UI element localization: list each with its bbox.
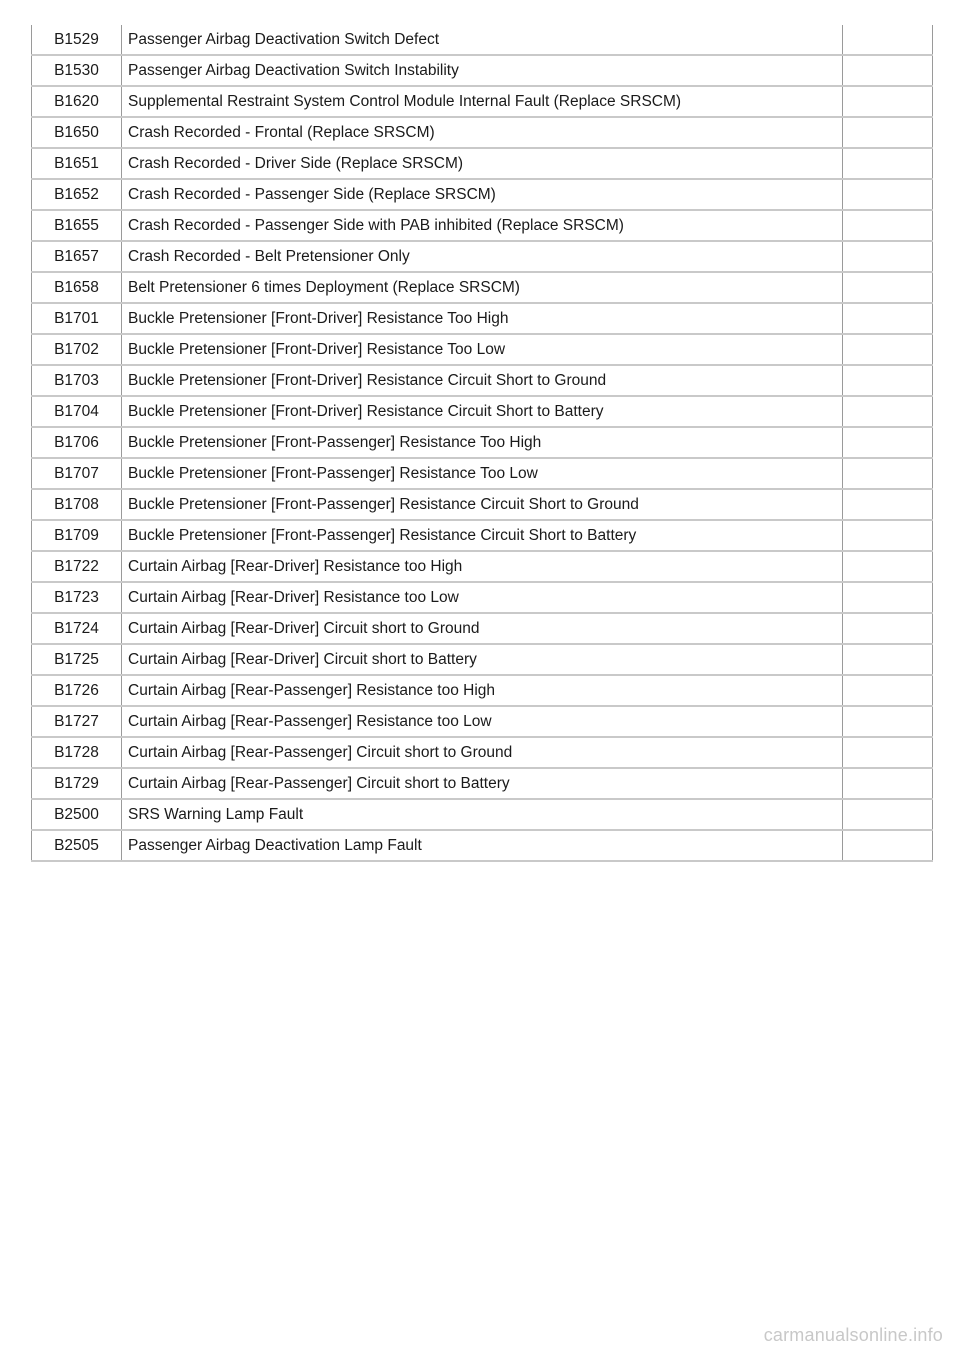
dtc-code-cell: B1655 (32, 210, 122, 241)
table-row (32, 396, 933, 427)
table-row (32, 25, 933, 55)
table-row (32, 799, 933, 830)
empty-cell (843, 551, 933, 582)
dtc-description-cell: Buckle Pretensioner [Front-Driver] Resistance Circuit Short to Battery (122, 396, 843, 427)
empty-cell (843, 272, 933, 303)
empty-cell (843, 365, 933, 396)
table-row (32, 830, 933, 861)
dtc-code-cell: B1723 (32, 582, 122, 613)
empty-cell (843, 489, 933, 520)
table-row (32, 551, 933, 582)
table-row (32, 520, 933, 551)
dtc-code-cell: B2505 (32, 830, 122, 861)
empty-cell (843, 799, 933, 830)
table-row (32, 303, 933, 334)
dtc-table (31, 25, 933, 862)
dtc-description-cell: Passenger Airbag Deactivation Lamp Fault (122, 830, 843, 861)
dtc-description-cell: Buckle Pretensioner [Front-Passenger] Resistance Too High (122, 427, 843, 458)
dtc-description-cell: Crash Recorded - Belt Pretensioner Only (122, 241, 843, 272)
dtc-code-cell: B2500 (32, 799, 122, 830)
table-row (32, 582, 933, 613)
dtc-code-cell: B1658 (32, 272, 122, 303)
dtc-description-cell: Passenger Airbag Deactivation Switch Defect (122, 25, 843, 55)
dtc-code-cell: B1709 (32, 520, 122, 551)
dtc-description-cell: Buckle Pretensioner [Front-Passenger] Resistance Too Low (122, 458, 843, 489)
dtc-code-cell: B1650 (32, 117, 122, 148)
dtc-code-cell: B1620 (32, 86, 122, 117)
dtc-code-cell: B1703 (32, 365, 122, 396)
table-row (32, 365, 933, 396)
dtc-description-cell: Crash Recorded - Passenger Side with PAB inhibited (Replace SRSCM) (122, 210, 843, 241)
dtc-code-cell: B1706 (32, 427, 122, 458)
dtc-description-cell: Curtain Airbag [Rear-Driver] Circuit short to Ground (122, 613, 843, 644)
table-row (32, 613, 933, 644)
empty-cell (843, 520, 933, 551)
watermark: carmanualsonline.info (763, 1325, 943, 1345)
table-row (32, 737, 933, 768)
dtc-code-cell: B1729 (32, 768, 122, 799)
dtc-code-cell: B1651 (32, 148, 122, 179)
empty-cell (843, 303, 933, 334)
empty-cell (843, 396, 933, 427)
dtc-description-cell: Crash Recorded - Passenger Side (Replace SRSCM) (122, 179, 843, 210)
empty-cell (843, 613, 933, 644)
empty-cell (843, 458, 933, 489)
dtc-description-cell: Buckle Pretensioner [Front-Driver] Resistance Too High (122, 303, 843, 334)
table-row (32, 241, 933, 272)
table-row (32, 86, 933, 117)
empty-cell (843, 86, 933, 117)
dtc-description-cell: Buckle Pretensioner [Front-Passenger] Resistance Circuit Short to Ground (122, 489, 843, 520)
dtc-table-body (32, 25, 933, 861)
dtc-description-cell: Curtain Airbag [Rear-Passenger] Circuit short to Battery (122, 768, 843, 799)
table-row (32, 117, 933, 148)
table-row (32, 675, 933, 706)
dtc-description-cell: Buckle Pretensioner [Front-Driver] Resistance Circuit Short to Ground (122, 365, 843, 396)
empty-cell (843, 55, 933, 86)
dtc-description-cell: SRS Warning Lamp Fault (122, 799, 843, 830)
dtc-description-cell: Curtain Airbag [Rear-Passenger] Resistance too Low (122, 706, 843, 737)
dtc-description-cell: Crash Recorded - Driver Side (Replace SRSCM) (122, 148, 843, 179)
table-row (32, 55, 933, 86)
dtc-code-cell: B1726 (32, 675, 122, 706)
table-row (32, 706, 933, 737)
table-row (32, 210, 933, 241)
empty-cell (843, 675, 933, 706)
dtc-description-cell: Curtain Airbag [Rear-Driver] Resistance too Low (122, 582, 843, 613)
empty-cell (843, 737, 933, 768)
dtc-code-cell: B1701 (32, 303, 122, 334)
empty-cell (843, 210, 933, 241)
table-row (32, 272, 933, 303)
dtc-code-cell: B1530 (32, 55, 122, 86)
table-row (32, 644, 933, 675)
dtc-description-cell: Crash Recorded - Frontal (Replace SRSCM) (122, 117, 843, 148)
dtc-code-cell: B1708 (32, 489, 122, 520)
empty-cell (843, 582, 933, 613)
empty-cell (843, 644, 933, 675)
empty-cell (843, 179, 933, 210)
table-row (32, 768, 933, 799)
empty-cell (843, 427, 933, 458)
dtc-description-cell: Curtain Airbag [Rear-Driver] Resistance too High (122, 551, 843, 582)
dtc-code-cell: B1728 (32, 737, 122, 768)
dtc-description-cell: Belt Pretensioner 6 times Deployment (Replace SRSCM) (122, 272, 843, 303)
dtc-code-cell: B1704 (32, 396, 122, 427)
dtc-code-cell: B1724 (32, 613, 122, 644)
dtc-code-cell: B1529 (32, 25, 122, 55)
empty-cell (843, 148, 933, 179)
table-row (32, 334, 933, 365)
empty-cell (843, 768, 933, 799)
empty-cell (843, 334, 933, 365)
dtc-description-cell: Buckle Pretensioner [Front-Passenger] Resistance Circuit Short to Battery (122, 520, 843, 551)
table-row (32, 458, 933, 489)
dtc-description-cell: Supplemental Restraint System Control Module Internal Fault (Replace SRSCM) (122, 86, 843, 117)
dtc-code-cell: B1702 (32, 334, 122, 365)
empty-cell (843, 117, 933, 148)
empty-cell (843, 241, 933, 272)
dtc-code-cell: B1657 (32, 241, 122, 272)
empty-cell (843, 25, 933, 55)
table-row (32, 489, 933, 520)
empty-cell (843, 830, 933, 861)
dtc-description-cell: Curtain Airbag [Rear-Driver] Circuit short to Battery (122, 644, 843, 675)
dtc-code-cell: B1707 (32, 458, 122, 489)
dtc-code-cell: B1652 (32, 179, 122, 210)
dtc-code-cell: B1727 (32, 706, 122, 737)
dtc-description-cell: Curtain Airbag [Rear-Passenger] Resistance too High (122, 675, 843, 706)
empty-cell (843, 706, 933, 737)
table-row (32, 427, 933, 458)
dtc-code-cell: B1725 (32, 644, 122, 675)
dtc-description-cell: Passenger Airbag Deactivation Switch Instability (122, 55, 843, 86)
table-row (32, 179, 933, 210)
table-row (32, 148, 933, 179)
dtc-description-cell: Buckle Pretensioner [Front-Driver] Resistance Too Low (122, 334, 843, 365)
dtc-description-cell: Curtain Airbag [Rear-Passenger] Circuit short to Ground (122, 737, 843, 768)
dtc-code-cell: B1722 (32, 551, 122, 582)
